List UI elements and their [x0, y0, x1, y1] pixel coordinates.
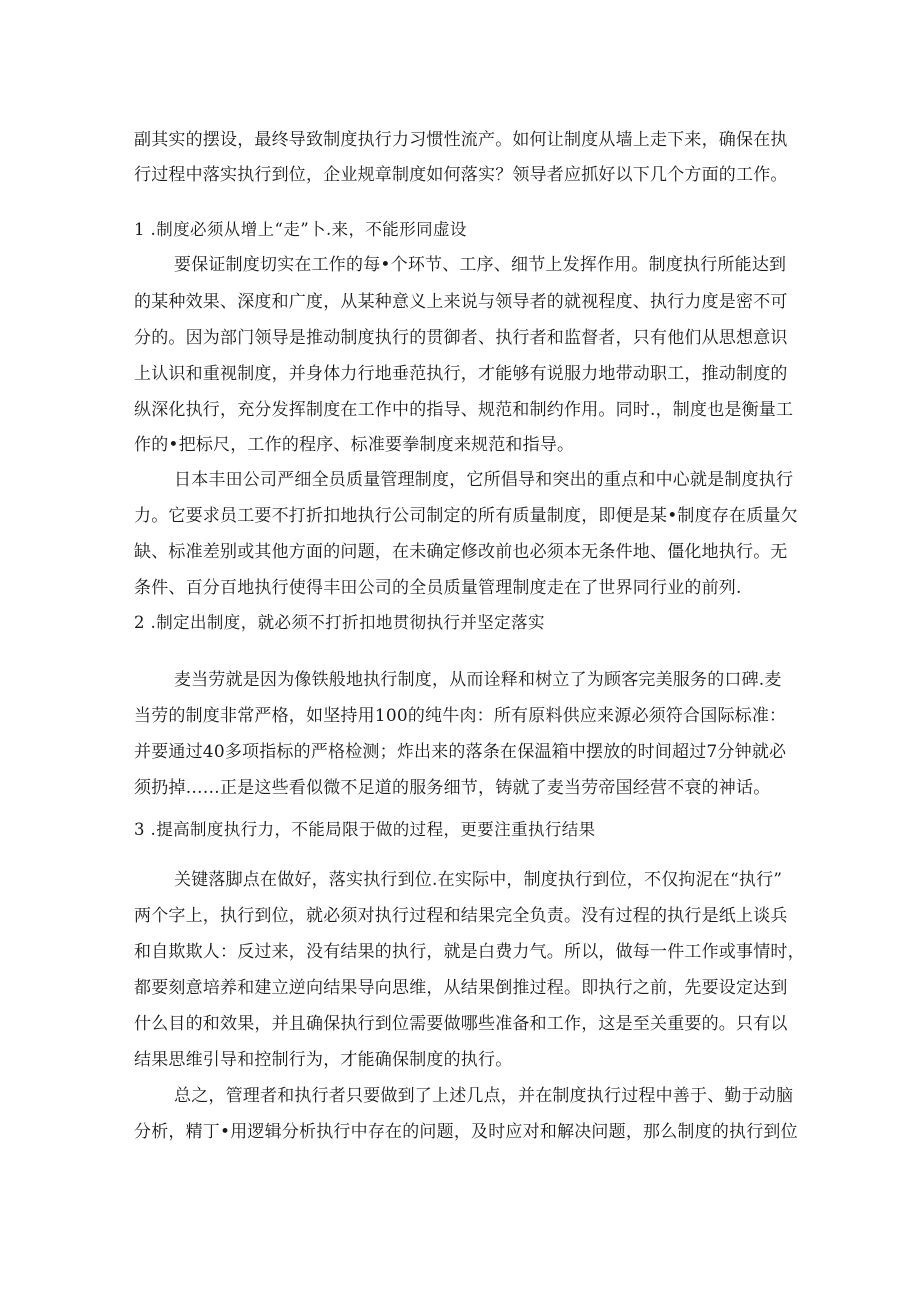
section-1-heading: 1 .制度必须从增上“走”卜.来，不能形同虚设 — [134, 220, 467, 239]
section-2-para-1-line-1: 麦当劳就是因为像铁般地执行制度，从而诠释和树立了为顾客完美服务的口碑.麦 — [174, 670, 782, 690]
section-1-para-2-line-2: 力。它要求员工要不打折扣地执行公司制定的所有质量制度，即便是某•制度存在质量欠 — [134, 506, 798, 526]
section-3-para-1-line-1: 关键落脚点在做好，落实执行到位.在实际中，制度执行到位，不仅拘泥在“执行” — [174, 870, 783, 890]
section-3-para-2-line-1: 总之，管理者和执行者只要做到了上述几点，并在制度执行过程中善于、勤于动脑 — [174, 1086, 794, 1106]
section-3-para-1-line-4: 都要刻意培养和建立逆向结果导向思维，从结果倒推过程。即执行之前，先要设定达到 — [134, 978, 788, 998]
intro-line-1: 副其实的摆设，最终导致制度执行力习惯性流产。如何让制度从墙上走下来，确保在执 — [134, 130, 788, 150]
section-3-para-1-line-2: 两个字上，执行到位，就必须对执行过程和结果完全负责。没有过程的执行是纸上谈兵 — [134, 906, 788, 926]
intro-line-2: 行过程中落实执行到位，企业规章制度如何落实？领导者应抓好以下几个方面的工作。 — [134, 165, 788, 185]
section-1-para-2-line-4: 条件、百分百地执行使得丰田公司的全员质量管理制度走在了世界同行业的前列. — [134, 578, 742, 598]
section-1-para-1-line-5: 纵深化执行，充分发挥制度在工作中的指导、规范和制约作用。同时.，制度也是衡量工 — [134, 400, 794, 420]
section-1-para-1-line-2: 的某种效果、深度和广度，从某种意义上来说与领导者的就视程度、执行力度是密不可 — [134, 292, 788, 312]
section-1-para-1-line-1: 要保证制度切实在工作的每•个环节、工序、细节上发挥作用。制度执行所能达到 — [174, 255, 787, 275]
section-3-para-2-line-2: 分析，精丁•用逻辑分析执行中存在的问题，及时应对和解决问题，那么制度的执行到位 — [134, 1122, 798, 1142]
section-3-para-1-line-6: 结果思维引导和控制行为，才能确保制度的执行。 — [134, 1050, 513, 1070]
section-1-para-2-line-1: 日本丰田公司严细全员质量管理制度，它所倡导和突出的重点和中心就是制度执行 — [174, 470, 794, 490]
section-2-para-1-line-3: 并要通过40多项指标的严格检测；炸出来的落条在保温箱中摆放的时间超过7分钟就必 — [134, 742, 787, 762]
section-1-para-1-line-6: 作的•把标尺，工作的程序、标准要拳制度来规范和指导。 — [134, 435, 575, 455]
section-2-para-1-line-2: 当劳的制度非常严格，如坚持用100的纯牛肉：所有原料供应来源必须符合国际标准： — [134, 706, 787, 726]
section-3-para-1-line-3: 和自欺欺人：反过来，没有结果的执行，就是白费力气。所以，做每一件工作或事情时， — [134, 942, 805, 962]
section-1-para-1-line-3: 分的。因为部门领导是推动制度执行的贯御者、执行者和监督者，只有他们从思想意识 — [134, 328, 788, 348]
section-1-para-2-line-3: 缺、标准差别或其他方面的问题，在未确定修改前也必须本无条件地、僵化地执行。无 — [134, 542, 788, 562]
section-2-heading: 2 .制定出制度，就必须不打折扣地贯彻执行并坚定落实 — [134, 613, 545, 632]
section-3-heading: 3 .提高制度执行力，不能局限于做的过程，更要注重执行结果 — [134, 820, 596, 839]
section-3-para-1-line-5: 什么目的和效果，并且确保执行到位需要做哪些准备和工作，这是至关重要的。只有以 — [134, 1014, 788, 1034]
section-2-para-1-line-4: 须扔掉……正是这些看似微不足道的服务细节，铸就了麦当劳帝国经营不衰的神话。 — [134, 778, 771, 798]
section-1-para-1-line-4: 上认识和重视制度，并身体力行地垂范执行，才能够有说服力地带动职工，推动制度的 — [134, 364, 788, 384]
